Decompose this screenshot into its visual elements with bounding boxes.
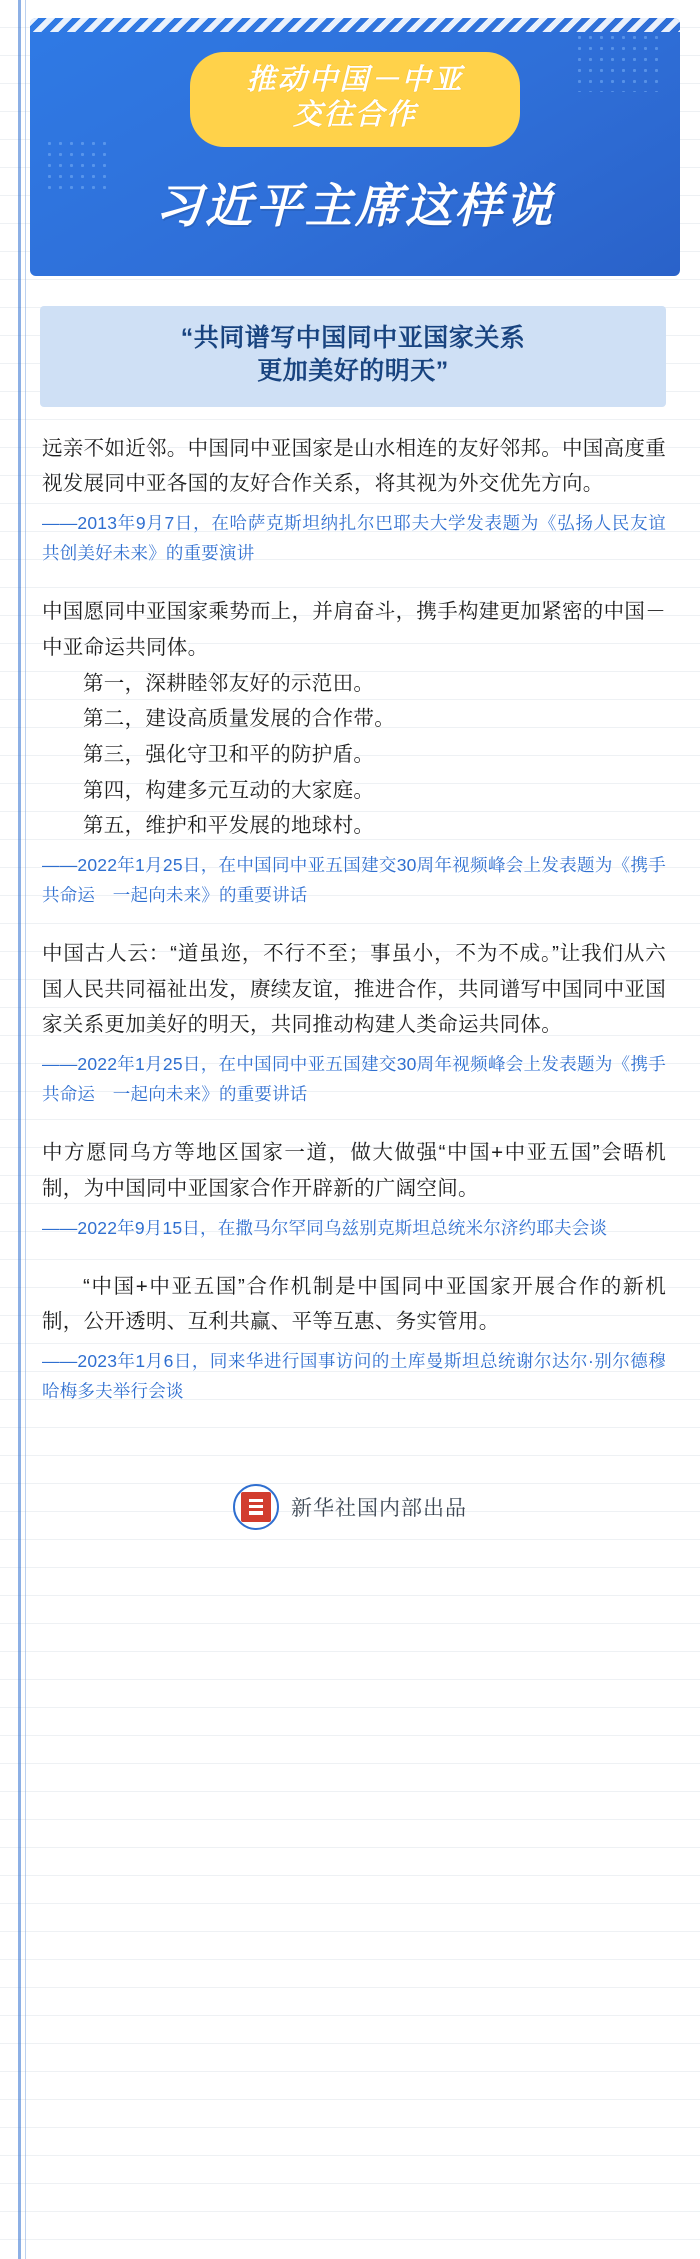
quote-source: ——2023年1月6日，同来华进行国事访问的土库曼斯坦总统谢尔达尔·别尔德穆哈梅多夫举行会谈 [42,1350,666,1401]
torn-edge-decoration [30,18,680,32]
quote-source: ——2022年1月25日，在中国同中亚五国建交30周年视频峰会上发表题为《携手共命运 一起向未来》的重要讲话 [42,1054,666,1105]
quote-text: 中方愿同乌方等地区国家一道，做大做强“中国+中亚五国”会晤机制，为中国同中亚国家合作开辟新的广阔空间。 [42,1141,666,1200]
quote-source: ——2022年9月15日，在撒马尔罕同乌兹别克斯坦总统米尔济约耶夫会谈 [42,1217,608,1238]
quote-source: ——2013年9月7日，在哈萨克斯坦纳扎尔巴耶夫大学发表题为《弘扬人民友谊 共创美好未来》的重要演讲 [42,513,666,564]
quote-text: 中国古人云：“道虽迩，不行不至；事虽小，不为不成。”让我们从六国人民共同福祉出发，赓续友谊，推进合作，共同谱写中国同中亚国家关系更加美好的明天，共同推动构建人类命运共同体。 [42,942,666,1037]
header-banner [30,18,680,276]
header-pill-line-2: 交往合作 [292,99,417,132]
quote-block [42,1135,666,1242]
quote-list-item: 第四，构建多元互动的大家庭。 [83,778,375,802]
quote-block [42,594,666,910]
page-title: 习近平主席这样说 [155,178,555,232]
subtitle-banner [40,306,666,407]
subtitle-line-1: “共同谱写中国同中亚国家关系 [180,323,526,352]
subtitle-line-2: 更加美好的明天” [257,357,449,386]
quote-text: 远亲不如近邻。中国同中亚国家是山水相连的友好邻邦。中国高度重视发展同中亚各国的友好合作关系，将其视为外交优先方向。 [42,436,666,496]
quote-block [42,936,666,1109]
left-margin-rule-secondary [25,0,26,2259]
left-margin-rule [18,0,21,2259]
header-pill-line-1: 推动中国－中亚 [246,64,464,96]
xinhua-logo-inner [241,1492,271,1522]
footer-text: 新华社国内部出品 [291,1497,467,1521]
quote-list-item: 第二，建设高质量发展的合作带。 [83,707,395,731]
footer [0,1458,700,1564]
content-body [42,407,666,1406]
dot-pattern-decoration-right [574,32,664,92]
quote-block [42,431,666,569]
quote-list-item: 第五，维护和平发展的地球村。 [83,814,375,838]
quote-list-item: 第三，强化守卫和平的防护盾。 [83,742,375,766]
xinhua-logo-icon [233,1484,279,1530]
quote-block [42,1269,666,1407]
quote-list-item: 第一，深耕睦邻友好的示范田。 [83,671,375,695]
header-pill [190,52,520,147]
quote-source: ——2022年1月25日，在中国同中亚五国建交30周年视频峰会上发表题为《携手共命运 一起向未来》的重要讲话 [42,854,666,905]
quote-text: “中国+中亚五国”合作机制是中国同中亚国家开展合作的新机制，公开透明、互利共赢、平等互惠、务实管用。 [42,1274,666,1334]
quote-text: 中国愿同中亚国家乘势而上，并肩奋斗，携手构建更加紧密的中国－中亚命运共同体。 [42,600,666,659]
